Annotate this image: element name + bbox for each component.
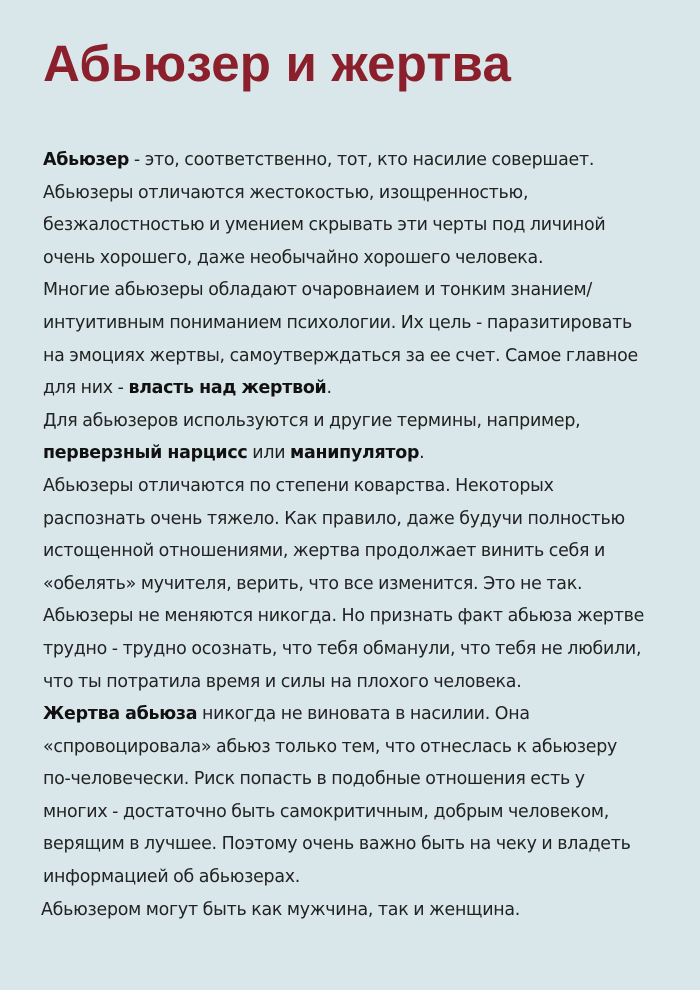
text-line: «спровоцировала» абьюз только тем, что отнеслась к абьюзеру <box>43 736 618 757</box>
text-line: Для абьюзеров используются и другие термины, например, <box>43 410 581 431</box>
text-line: многих - достаточно быть самокритичным, добрым человеком, <box>43 801 609 822</box>
text-line: что ты потратила время и силы на плохого человека. <box>43 671 522 692</box>
text-line: на эмоциях жертвы, самоутверждаться за ее счет. Самое главное <box>43 345 639 366</box>
text-line: трудно - трудно осознать, что тебя обманули, что тебя не любили, <box>43 638 642 659</box>
term-perverse-narcissist: перверзный нарцисс <box>43 443 248 464</box>
document-body <box>43 144 670 926</box>
text-line: очень хорошего, даже необычайно хорошего человека. <box>43 247 544 268</box>
text-line: верящим в лучшее. Поэтому очень важно быть на чеку и владеть <box>43 834 631 855</box>
text-line: безжалостностью и умением скрывать эти черты под личиной <box>43 215 606 236</box>
term-victim-of-abuse: Жертва абьюза <box>43 704 198 725</box>
text-line: «обелять» мучителя, верить, что все изменится. Это не так. <box>43 573 583 594</box>
term-power-over-victim: власть над жертвой <box>128 378 327 399</box>
text-line: по-человечески. Риск попасть в подобные отношения есть у <box>43 769 585 790</box>
text-line: Абьюзером могут быть как мужчина, так и женщина. <box>41 899 521 920</box>
term-manipulator: манипулятор <box>290 443 420 464</box>
text-line: распознать очень тяжело. Как правило, даже будучи полностью <box>43 508 625 529</box>
text-line: Многие абьюзеры обладают очаровнаием и тонким знанием/ <box>43 280 593 301</box>
text-line: Абьюзеры отличаются жестокостью, изощренностью, <box>43 182 529 203</box>
text-line: Жертва абьюза никогда не виновата в насилии. Она <box>43 704 530 725</box>
text-line: для них - власть над жертвой. <box>43 378 332 399</box>
term-abuser: Абьюзер <box>43 150 130 170</box>
text-line: интуитивным пониманием психологии. Их цель - паразитировать <box>43 312 633 333</box>
text-line: Абьюзер - это, соответственно, тот, кто насилие совершает. <box>43 150 595 170</box>
page-title: Абьюзер и жертва <box>43 35 512 92</box>
text-line: перверзный нарцисс или манипулятор. <box>43 443 425 464</box>
text-line: истощенной отношениями, жертва продолжает винить себя и <box>43 541 606 562</box>
text-line: Абьюзеры не меняются никогда. Но признать факт абьюза жертве <box>43 606 645 627</box>
text-line: Абьюзеры отличаются по степени коварства. Некоторых <box>43 475 554 496</box>
text-line: информацией об абьюзерах. <box>43 867 301 888</box>
